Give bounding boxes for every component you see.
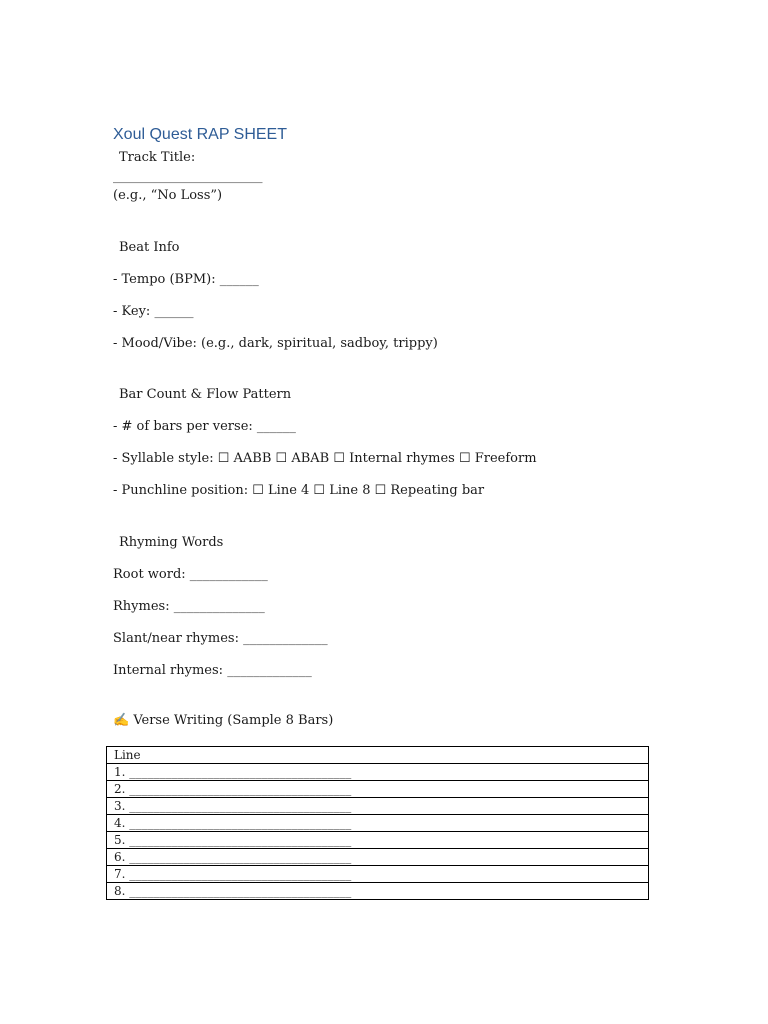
table-row <box>107 866 649 883</box>
beat-info-heading: Beat Info <box>119 240 180 255</box>
table-row <box>107 815 649 832</box>
mood-line: - Mood/Vibe: (e.g., dark, spiritual, sadboy, trippy) <box>113 336 438 351</box>
track-title-example: (e.g., “No Loss”) <box>113 188 223 203</box>
rhymes-line: Rhymes: ______________ <box>113 599 265 614</box>
verse-heading: ✍ Verse Writing (Sample 8 Bars) <box>113 713 334 728</box>
root-word-line: Root word: ____________ <box>113 567 268 582</box>
key-line: - Key: ______ <box>113 304 194 319</box>
rhyming-heading: Rhyming Words <box>119 535 224 550</box>
verse-line-4[interactable]: 4. _____________________________________ <box>107 815 649 832</box>
punchline-position-line: - Punchline position: ☐ Line 4 ☐ Line 8 ☐ Repeating bar <box>113 483 485 498</box>
document-title: Xoul Quest RAP SHEET <box>113 126 287 143</box>
verse-line-8[interactable]: 8. _____________________________________ <box>107 883 649 900</box>
table-row <box>107 832 649 849</box>
slant-rhymes-line: Slant/near rhymes: _____________ <box>113 631 328 646</box>
internal-rhymes-line: Internal rhymes: _____________ <box>113 663 312 678</box>
table-row <box>107 849 649 866</box>
track-title-label: Track Title: <box>119 150 196 165</box>
verse-line-7[interactable]: 7. _____________________________________ <box>107 866 649 883</box>
table-header-row <box>107 747 649 764</box>
table-header-cell: Line <box>107 747 649 764</box>
verse-line-3[interactable]: 3. _____________________________________ <box>107 798 649 815</box>
track-title-blank: _______________________ <box>113 169 263 184</box>
syllable-style-line: - Syllable style: ☐ AABB ☐ ABAB ☐ Internal rhymes ☐ Freeform <box>113 451 537 466</box>
verse-line-6[interactable]: 6. _____________________________________ <box>107 849 649 866</box>
flow-heading: Bar Count & Flow Pattern <box>119 387 292 402</box>
table-row <box>107 798 649 815</box>
verse-line-2[interactable]: 2. _____________________________________ <box>107 781 649 798</box>
tempo-line: - Tempo (BPM): ______ <box>113 272 259 287</box>
table-row <box>107 764 649 781</box>
table-row <box>107 883 649 900</box>
bars-per-verse-line: - # of bars per verse: ______ <box>113 419 296 434</box>
verse-line-5[interactable]: 5. _____________________________________ <box>107 832 649 849</box>
verse-line-1[interactable]: 1. _____________________________________ <box>107 764 649 781</box>
table-row <box>107 781 649 798</box>
verse-table <box>106 746 649 900</box>
